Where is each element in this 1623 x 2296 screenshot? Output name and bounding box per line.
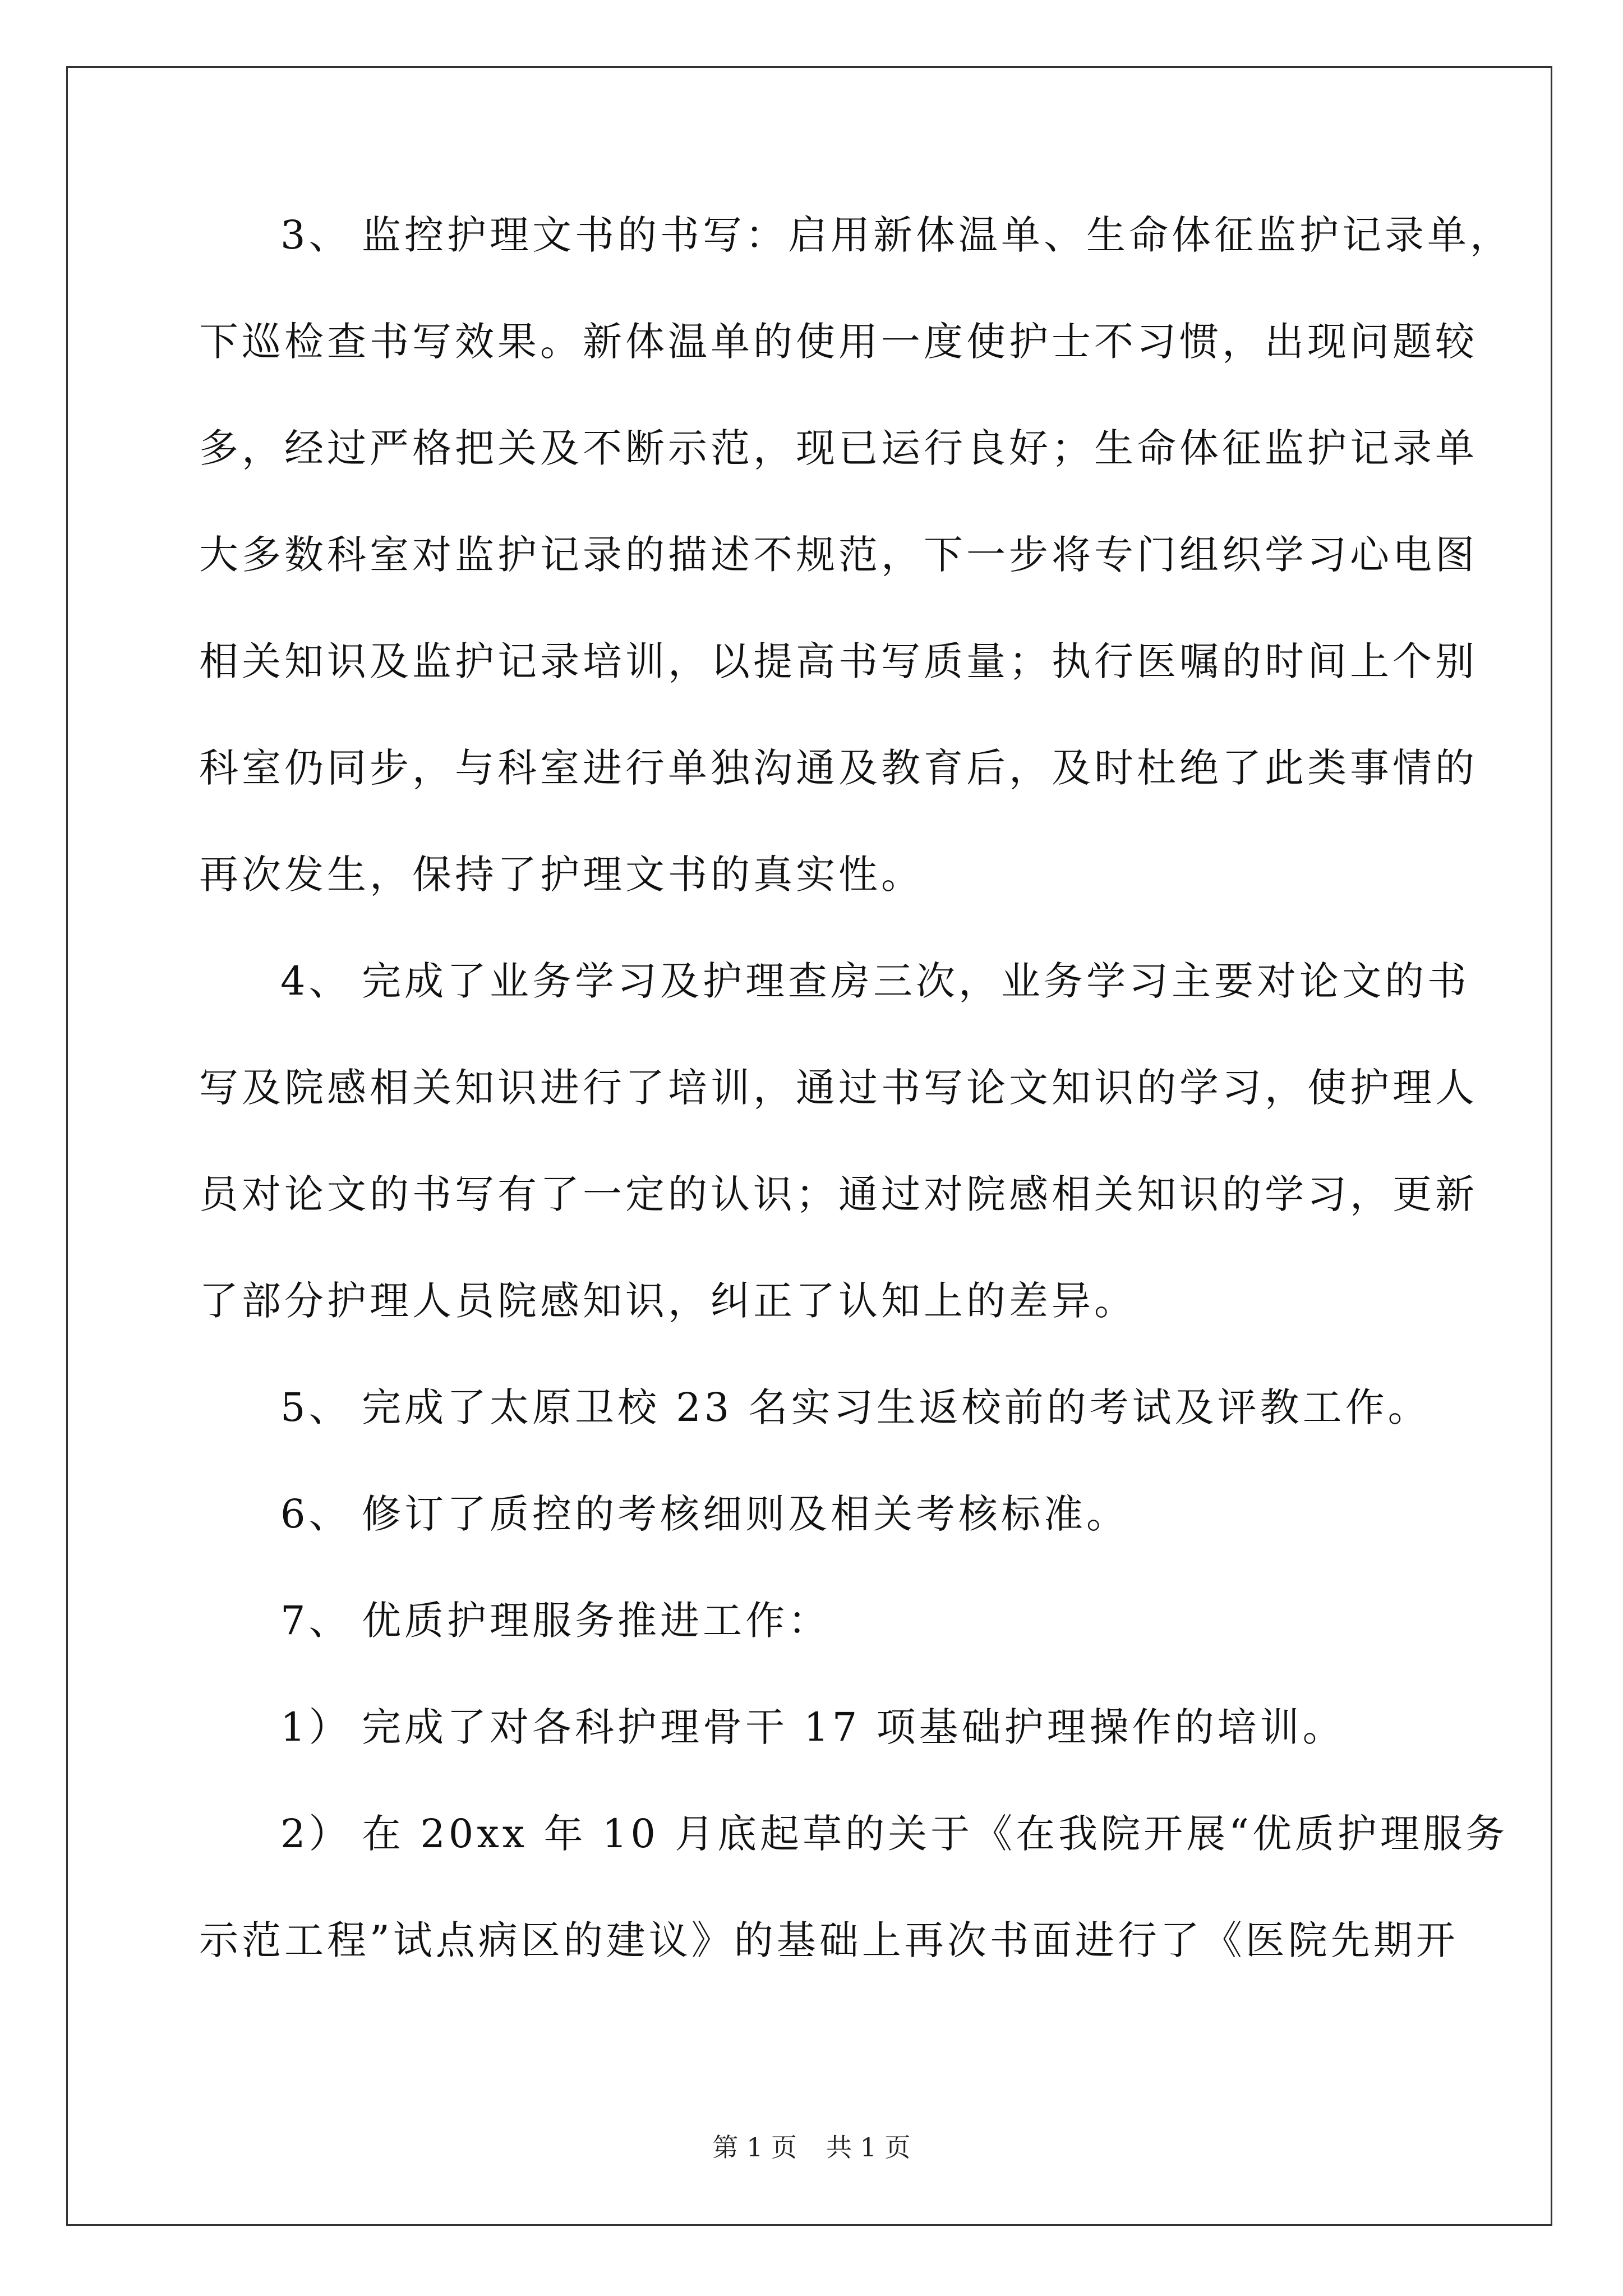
paragraph-7-line-1: 7、 优质护理服务推进工作：	[199, 1593, 1422, 1648]
paragraph-4-line-2: 写及院感相关知识进行了培训，通过书写论文知识的学习，使护理人	[199, 1065, 1478, 1111]
paragraph-3-line-3: 多，经过严格把关及不断示范，现已运行良好；生命体征监护记录单	[199, 425, 1478, 471]
paragraph-3-line-2: 下巡检查书写效果。新体温单的使用一度使护士不习惯，出现问题较	[199, 319, 1478, 365]
subitem-2-line-2: 示范工程”试点病区的建议》的基础上再次书面进行了《医院先期开	[199, 1917, 1459, 1963]
paragraph-3-line-4: 大多数科室对监护记录的描述不规范，下一步将专门组织学习心电图	[199, 532, 1478, 578]
paragraph-5-line-1: 5、 完成了太原卫校 23 名实习生返校前的考试及评教工作。	[199, 1380, 1422, 1435]
paragraph-7-number: 7、	[280, 1598, 352, 1644]
paragraph-4-line-1: 4、 完成了业务学习及护理查房三次，业务学习主要对论文的书	[199, 954, 1422, 1009]
subitem-1-line-1: 1） 完成了对各科护理骨干 17 项基础护理操作的培训。	[199, 1700, 1422, 1755]
paragraph-4-line-3: 员对论文的书写有了一定的认识；通过对院感相关知识的学习，更新	[199, 1171, 1478, 1217]
paragraph-5-number: 5、	[280, 1384, 352, 1430]
paragraph-4-line-4: 了部分护理人员院感知识，纠正了认知上的差异。	[199, 1278, 1137, 1324]
subitem-2-line-1: 2） 在 20xx 年 10 月底起草的关于《在我院开展“优质护理服务	[199, 1806, 1422, 1861]
paragraph-6-number: 6、	[280, 1491, 352, 1537]
page-footer	[0, 2132, 1623, 2163]
subitem-2-number: 2）	[280, 1811, 352, 1857]
paragraph-3-number: 3、	[280, 212, 352, 258]
page-total: 共 1 页	[826, 2132, 911, 2162]
paragraph-3-line-5: 相关知识及监护记录培训，以提高书写质量；执行医嘱的时间上个别	[199, 638, 1478, 684]
page-number: 第 1 页	[712, 2132, 797, 2162]
paragraph-4-number: 4、	[280, 958, 352, 1004]
paragraph-3-line-1: 3、 监控护理文书的书写：启用新体温单、生命体征监护记录单，	[199, 208, 1422, 263]
paragraph-6-line-1: 6、 修订了质控的考核细则及相关考核标准。	[199, 1487, 1422, 1542]
subitem-1-number: 1）	[280, 1704, 352, 1750]
paragraph-3-line-6: 科室仍同步，与科室进行单独沟通及教育后，及时杜绝了此类事情的	[199, 745, 1478, 791]
document-body	[199, 208, 1513, 2019]
paragraph-3-line-7: 再次发生，保持了护理文书的真实性。	[199, 852, 924, 898]
